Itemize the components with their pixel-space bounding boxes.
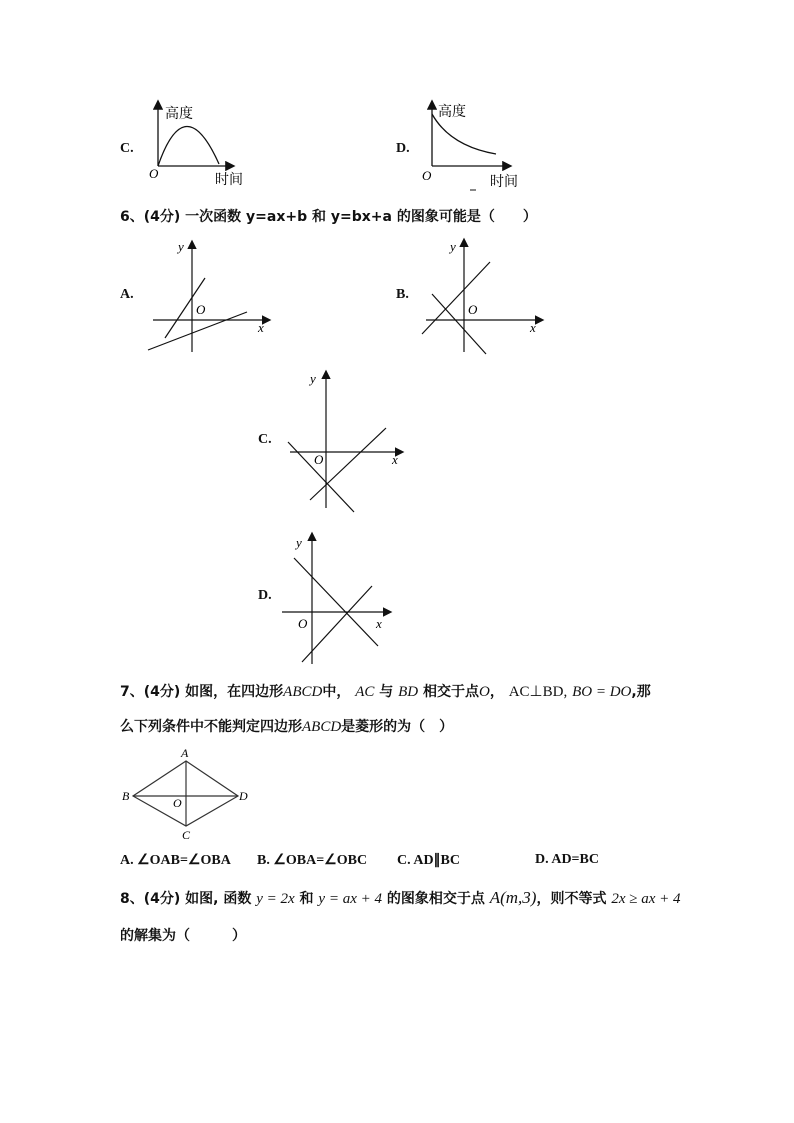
q6-option-b-label: B. <box>396 287 409 302</box>
q5-option-c-label: C. <box>120 141 134 156</box>
x-label: x <box>530 320 536 335</box>
q7-yu: 与 <box>379 684 394 700</box>
y-label: y <box>178 239 184 254</box>
q7-bo-do: BO = DO <box>572 684 632 700</box>
q7-ac: AC <box>355 684 375 700</box>
origin-label: O <box>468 302 478 317</box>
vertex-a-label: A <box>181 746 189 760</box>
vertex-d-label: D <box>239 789 248 803</box>
origin-label: O <box>298 616 308 631</box>
y-label: y <box>450 239 456 254</box>
line-1 <box>422 262 490 334</box>
q5-graph-d <box>420 98 530 193</box>
q7-na: ,那 <box>631 684 651 700</box>
vertex-c-label: C <box>182 828 191 842</box>
q8-stem-line-1 <box>120 888 681 908</box>
q8-prefix: 8、(4分) 如图, 函数 <box>120 891 252 907</box>
line-2 <box>432 294 486 354</box>
q6-graph-c <box>280 366 410 516</box>
q7-comma: ， <box>489 684 504 700</box>
x-label: x <box>392 452 398 467</box>
line-2 <box>148 312 247 350</box>
q7-choice-b[interactable]: B. ∠OBA=∠OBC <box>257 853 368 868</box>
q7-line2-suffix: 是菱形的为（ ） <box>341 719 454 735</box>
x-axis-label: 时间 <box>215 172 243 188</box>
x-label: x <box>376 616 382 631</box>
q8-he: 和 <box>299 891 314 907</box>
q6-option-d-label: D. <box>258 588 272 603</box>
q8-f1: y = 2x <box>256 891 295 907</box>
q8-inequality: 2x ≥ ax + 4 <box>611 891 681 907</box>
x-label: x <box>258 320 264 335</box>
x-axis-label: 时间 <box>490 174 518 190</box>
q6-option-a-label: A. <box>120 287 134 302</box>
q7-rhombus-figure <box>118 744 258 844</box>
center-o-label: O <box>173 796 182 810</box>
y-label: y <box>310 371 316 386</box>
y-axis-label: 高度 <box>165 106 193 122</box>
q6-option-c-label: C. <box>258 432 272 447</box>
y-label: y <box>296 535 302 550</box>
q7-condition: AC⊥BD, <box>508 684 568 700</box>
q7-choice-c[interactable]: C. AD∥BC <box>397 853 461 868</box>
q7-o: O <box>479 684 490 700</box>
y-axis-label: 高度 <box>438 104 466 120</box>
q7-line2-abcd: ABCD <box>302 719 342 735</box>
q8-point: A(m,3) <box>489 888 537 907</box>
parabola-curve <box>158 126 219 166</box>
q6-stem: 6、(4分) 一次函数 y=ax+b 和 y=bx+a 的图象可能是（ ） <box>120 209 537 225</box>
q5-option-d-label: D. <box>396 141 410 156</box>
decay-curve <box>432 114 496 154</box>
q6-graph-b <box>420 234 550 359</box>
q7-prefix: 7、(4分) 如图，在四边形 <box>120 684 284 700</box>
q7-zhong: 中， <box>322 684 351 700</box>
q7-choice-d[interactable]: D. AD=BC <box>535 852 599 867</box>
q8-then: ，则不等式 <box>536 891 607 907</box>
q7-choice-a[interactable]: A. ∠OAB=∠OBA <box>120 853 231 868</box>
q7-xiangjiao: 相交于点 <box>423 684 479 700</box>
q7-abcd: ABCD <box>283 684 323 700</box>
q8-f2: y = ax + 4 <box>318 891 382 907</box>
origin-label: O <box>196 302 206 317</box>
q8-mid: 的图象相交于点 <box>386 891 485 907</box>
q7-stem-line-1 <box>120 681 651 701</box>
vertex-b-label: B <box>122 789 130 803</box>
q5-graph-c <box>145 98 255 190</box>
q7-stem-line-2 <box>120 716 453 736</box>
line-1 <box>294 558 378 646</box>
q8-stem-line-2: 的解集为（ ） <box>120 928 246 944</box>
q7-bd: BD <box>398 684 419 700</box>
q7-line2-prefix: 么下列条件中不能判定四边形 <box>120 719 302 735</box>
q6-graph-a <box>145 234 275 359</box>
origin-label: O <box>149 166 159 181</box>
origin-label: O <box>314 452 324 467</box>
q6-graph-d <box>280 530 410 668</box>
origin-label: O <box>422 168 432 183</box>
